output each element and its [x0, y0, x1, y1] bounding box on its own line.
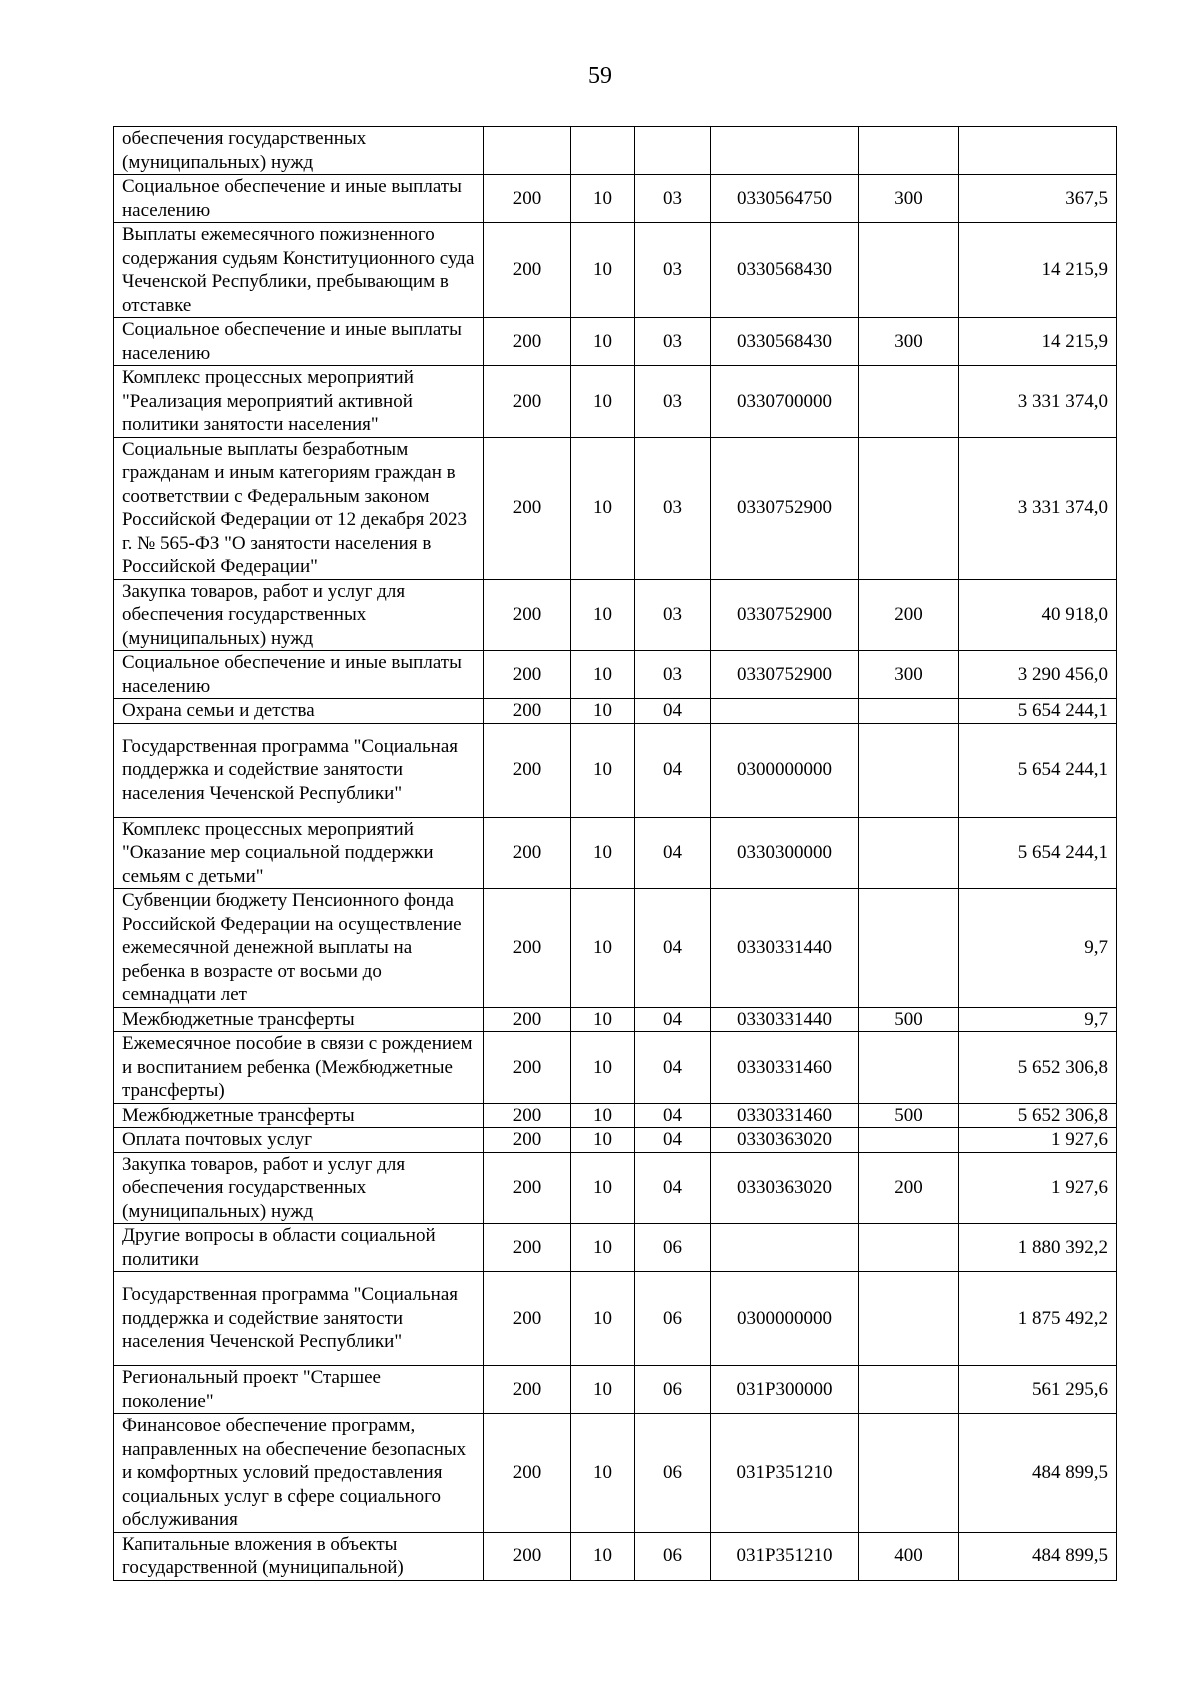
cell-amount: 484 899,5 — [959, 1414, 1117, 1533]
cell-subsection: 06 — [635, 1532, 711, 1580]
cell-admin-code: 200 — [484, 1152, 571, 1224]
cell-expense-type — [859, 723, 959, 817]
cell-target-article: 0330331460 — [711, 1103, 859, 1128]
cell-name: Комплекс процессных мероприятий "Оказание мер социальной поддержки семьям с детьми" — [114, 817, 484, 889]
cell-amount: 484 899,5 — [959, 1532, 1117, 1580]
table-row — [114, 699, 1117, 724]
cell-admin-code: 200 — [484, 1007, 571, 1032]
cell-section — [571, 127, 635, 175]
table-row — [114, 127, 1117, 175]
cell-subsection: 03 — [635, 437, 711, 579]
cell-amount: 14 215,9 — [959, 223, 1117, 318]
cell-section: 10 — [571, 223, 635, 318]
cell-expense-type — [859, 699, 959, 724]
cell-name: Социальное обеспечение и иные выплаты населению — [114, 651, 484, 699]
cell-section: 10 — [571, 1152, 635, 1224]
cell-name: Капитальные вложения в объекты государственной (муниципальной) — [114, 1532, 484, 1580]
cell-admin-code: 200 — [484, 1032, 571, 1104]
cell-subsection: 03 — [635, 651, 711, 699]
cell-section: 10 — [571, 579, 635, 651]
cell-target-article: 0330564750 — [711, 175, 859, 223]
cell-admin-code: 200 — [484, 1532, 571, 1580]
table-row — [114, 437, 1117, 579]
cell-admin-code: 200 — [484, 699, 571, 724]
cell-subsection: 03 — [635, 579, 711, 651]
cell-expense-type — [859, 1224, 959, 1272]
cell-subsection: 06 — [635, 1366, 711, 1414]
cell-subsection: 04 — [635, 1032, 711, 1104]
cell-admin-code: 200 — [484, 817, 571, 889]
cell-name: Государственная программа "Социальная поддержка и содействие занятости населения Чеченской Республики" — [114, 1272, 484, 1366]
table-row — [114, 889, 1117, 1008]
table-row — [114, 1532, 1117, 1580]
cell-target-article: 0330300000 — [711, 817, 859, 889]
cell-section: 10 — [571, 651, 635, 699]
table-row — [114, 817, 1117, 889]
cell-name: Охрана семьи и детства — [114, 699, 484, 724]
cell-section: 10 — [571, 1272, 635, 1366]
table-row — [114, 1007, 1117, 1032]
cell-target-article: 031P351210 — [711, 1532, 859, 1580]
cell-admin-code: 200 — [484, 318, 571, 366]
cell-section: 10 — [571, 1103, 635, 1128]
page-number: 59 — [588, 63, 612, 89]
cell-name: Региональный проект "Старшее поколение" — [114, 1366, 484, 1414]
cell-target-article: 0330331440 — [711, 889, 859, 1008]
cell-name: Другие вопросы в области социальной политики — [114, 1224, 484, 1272]
cell-amount: 9,7 — [959, 889, 1117, 1008]
cell-name: обеспечения государственных (муниципальных) нужд — [114, 127, 484, 175]
cell-name: Социальное обеспечение и иные выплаты населению — [114, 175, 484, 223]
cell-subsection: 03 — [635, 223, 711, 318]
cell-admin-code: 200 — [484, 1224, 571, 1272]
cell-target-article: 031P300000 — [711, 1366, 859, 1414]
cell-target-article: 0330363020 — [711, 1152, 859, 1224]
budget-table — [113, 126, 1117, 1581]
cell-section: 10 — [571, 1032, 635, 1104]
cell-target-article: 0330568430 — [711, 223, 859, 318]
table-row — [114, 1366, 1117, 1414]
cell-subsection: 04 — [635, 889, 711, 1008]
cell-target-article: 0330752900 — [711, 579, 859, 651]
cell-amount: 1 927,6 — [959, 1152, 1117, 1224]
cell-expense-type — [859, 817, 959, 889]
cell-subsection: 03 — [635, 318, 711, 366]
cell-section: 10 — [571, 175, 635, 223]
cell-subsection — [635, 127, 711, 175]
cell-name: Выплаты ежемесячного пожизненного содержания судьям Конституционного суда Чеченской Республики, пребывающим в отставке — [114, 223, 484, 318]
table-row — [114, 1414, 1117, 1533]
cell-expense-type: 400 — [859, 1532, 959, 1580]
cell-expense-type — [859, 1272, 959, 1366]
cell-expense-type: 300 — [859, 651, 959, 699]
cell-section: 10 — [571, 817, 635, 889]
table-row — [114, 175, 1117, 223]
cell-amount: 14 215,9 — [959, 318, 1117, 366]
cell-section: 10 — [571, 1366, 635, 1414]
table-row — [114, 723, 1117, 817]
cell-section: 10 — [571, 366, 635, 438]
cell-target-article — [711, 699, 859, 724]
cell-admin-code — [484, 127, 571, 175]
cell-expense-type — [859, 223, 959, 318]
cell-name: Субвенции бюджету Пенсионного фонда Российской Федерации на осуществление ежемесячной денежной выплаты на ребенка в возрасте от восьми до семнадцати лет — [114, 889, 484, 1008]
cell-admin-code: 200 — [484, 223, 571, 318]
cell-admin-code: 200 — [484, 651, 571, 699]
table-row — [114, 223, 1117, 318]
cell-expense-type — [859, 889, 959, 1008]
cell-target-article: 0300000000 — [711, 1272, 859, 1366]
cell-admin-code: 200 — [484, 1414, 571, 1533]
cell-name: Социальные выплаты безработным гражданам и иным категориям граждан в соответствии с Федеральным законом Российской Федерации от 12 декабря 2023 г. № 565-ФЗ "О занятости населения в Российской Федерации" — [114, 437, 484, 579]
cell-section: 10 — [571, 889, 635, 1008]
cell-section: 10 — [571, 1414, 635, 1533]
cell-expense-type — [859, 1414, 959, 1533]
table-row — [114, 651, 1117, 699]
cell-target-article — [711, 127, 859, 175]
cell-section: 10 — [571, 1128, 635, 1153]
cell-subsection: 06 — [635, 1414, 711, 1533]
cell-admin-code: 200 — [484, 366, 571, 438]
cell-name: Ежемесячное пособие в связи с рождением и воспитанием ребенка (Межбюджетные трансферты) — [114, 1032, 484, 1104]
cell-section: 10 — [571, 723, 635, 817]
table-row — [114, 1103, 1117, 1128]
cell-subsection: 03 — [635, 175, 711, 223]
cell-admin-code: 200 — [484, 1272, 571, 1366]
cell-section: 10 — [571, 1224, 635, 1272]
cell-name: Комплекс процессных мероприятий "Реализация мероприятий активной политики занятости населения" — [114, 366, 484, 438]
table-row — [114, 1152, 1117, 1224]
cell-admin-code: 200 — [484, 1128, 571, 1153]
table-row — [114, 318, 1117, 366]
cell-admin-code: 200 — [484, 175, 571, 223]
cell-section: 10 — [571, 1532, 635, 1580]
cell-name: Оплата почтовых услуг — [114, 1128, 484, 1153]
cell-expense-type — [859, 127, 959, 175]
cell-admin-code: 200 — [484, 889, 571, 1008]
cell-admin-code: 200 — [484, 1366, 571, 1414]
cell-name: Межбюджетные трансферты — [114, 1103, 484, 1128]
cell-amount: 5 652 306,8 — [959, 1103, 1117, 1128]
cell-expense-type — [859, 437, 959, 579]
table-row — [114, 579, 1117, 651]
cell-admin-code: 200 — [484, 1103, 571, 1128]
cell-target-article: 0300000000 — [711, 723, 859, 817]
cell-expense-type: 300 — [859, 175, 959, 223]
cell-amount: 561 295,6 — [959, 1366, 1117, 1414]
cell-target-article: 0330331440 — [711, 1007, 859, 1032]
cell-expense-type: 200 — [859, 1152, 959, 1224]
cell-section: 10 — [571, 1007, 635, 1032]
cell-admin-code: 200 — [484, 579, 571, 651]
cell-expense-type — [859, 1128, 959, 1153]
cell-expense-type — [859, 1032, 959, 1104]
cell-name: Закупка товаров, работ и услуг для обеспечения государственных (муниципальных) нужд — [114, 1152, 484, 1224]
cell-admin-code: 200 — [484, 723, 571, 817]
table-row — [114, 1272, 1117, 1366]
cell-amount: 5 654 244,1 — [959, 699, 1117, 724]
cell-amount: 9,7 — [959, 1007, 1117, 1032]
table-row — [114, 366, 1117, 438]
cell-amount: 5 652 306,8 — [959, 1032, 1117, 1104]
cell-name: Финансовое обеспечение программ, направленных на обеспечение безопасных и комфортных условий предоставления социальных услуг в сфере социального обслуживания — [114, 1414, 484, 1533]
cell-amount: 3 331 374,0 — [959, 437, 1117, 579]
cell-admin-code: 200 — [484, 437, 571, 579]
cell-expense-type — [859, 366, 959, 438]
cell-subsection: 04 — [635, 1152, 711, 1224]
cell-name: Закупка товаров, работ и услуг для обеспечения государственных (муниципальных) нужд — [114, 579, 484, 651]
cell-subsection: 03 — [635, 366, 711, 438]
cell-amount: 5 654 244,1 — [959, 723, 1117, 817]
cell-target-article: 0330363020 — [711, 1128, 859, 1153]
cell-amount: 1 880 392,2 — [959, 1224, 1117, 1272]
table-row — [114, 1032, 1117, 1104]
cell-name: Социальное обеспечение и иные выплаты населению — [114, 318, 484, 366]
cell-subsection: 06 — [635, 1272, 711, 1366]
cell-expense-type: 500 — [859, 1103, 959, 1128]
table-row — [114, 1128, 1117, 1153]
cell-subsection: 06 — [635, 1224, 711, 1272]
cell-section: 10 — [571, 699, 635, 724]
cell-target-article: 0330700000 — [711, 366, 859, 438]
cell-target-article: 0330331460 — [711, 1032, 859, 1104]
cell-amount — [959, 127, 1117, 175]
cell-target-article: 0330752900 — [711, 437, 859, 579]
cell-expense-type: 300 — [859, 318, 959, 366]
cell-expense-type: 500 — [859, 1007, 959, 1032]
cell-subsection: 04 — [635, 1103, 711, 1128]
cell-amount: 3 290 456,0 — [959, 651, 1117, 699]
cell-amount: 1 927,6 — [959, 1128, 1117, 1153]
cell-amount: 40 918,0 — [959, 579, 1117, 651]
cell-amount: 3 331 374,0 — [959, 366, 1117, 438]
table-row — [114, 1224, 1117, 1272]
cell-amount: 367,5 — [959, 175, 1117, 223]
cell-subsection: 04 — [635, 817, 711, 889]
cell-expense-type: 200 — [859, 579, 959, 651]
cell-amount: 1 875 492,2 — [959, 1272, 1117, 1366]
cell-expense-type — [859, 1366, 959, 1414]
cell-section: 10 — [571, 318, 635, 366]
cell-target-article: 0330752900 — [711, 651, 859, 699]
cell-subsection: 04 — [635, 1128, 711, 1153]
cell-target-article: 031P351210 — [711, 1414, 859, 1533]
cell-subsection: 04 — [635, 723, 711, 817]
cell-name: Государственная программа "Социальная поддержка и содействие занятости населения Чеченской Республики" — [114, 723, 484, 817]
cell-section: 10 — [571, 437, 635, 579]
cell-amount: 5 654 244,1 — [959, 817, 1117, 889]
cell-target-article — [711, 1224, 859, 1272]
cell-target-article: 0330568430 — [711, 318, 859, 366]
cell-name: Межбюджетные трансферты — [114, 1007, 484, 1032]
cell-subsection: 04 — [635, 1007, 711, 1032]
cell-subsection: 04 — [635, 699, 711, 724]
